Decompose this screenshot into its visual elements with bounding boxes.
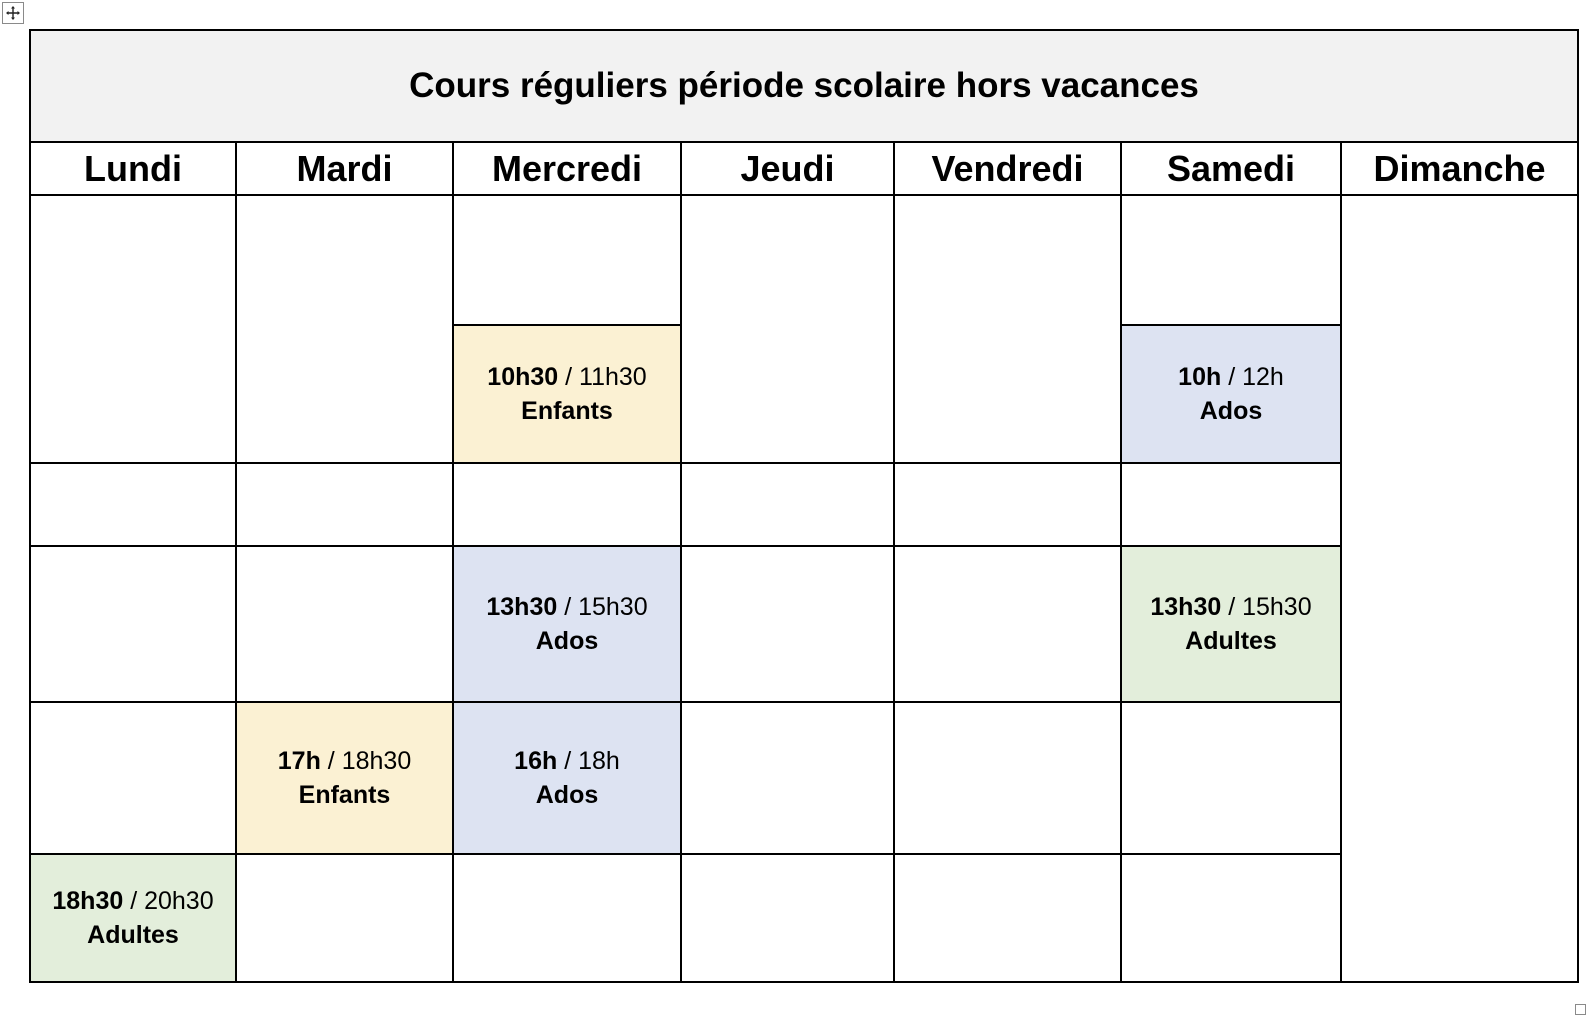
session-mercredi-ados [453,546,681,702]
empty-cell [681,463,894,546]
session-end: 12h [1242,363,1284,391]
empty-cell [30,463,236,546]
session-start: 10h [1178,363,1222,391]
empty-cell [453,463,681,546]
table-move-handle[interactable] [2,2,24,24]
day-header-mercredi: Mercredi [453,142,681,195]
empty-cell [30,702,236,854]
empty-cell [894,854,1121,982]
session-mardi-enfants [236,702,453,854]
empty-cell [30,195,236,463]
day-header-samedi: Samedi [1121,142,1341,195]
empty-cell [1121,702,1341,854]
empty-cell [236,463,453,546]
empty-cell [681,546,894,702]
empty-cell [681,195,894,463]
session-end: 15h30 [578,593,648,621]
session-separator: / [1221,363,1243,391]
session-group: Ados [535,781,599,809]
empty-cell [894,195,1121,463]
session-group: Enfants [298,781,391,809]
session-separator: / [557,593,579,621]
session-start: 18h30 [52,887,124,915]
day-header-dimanche: Dimanche [1341,142,1578,195]
day-header-lundi: Lundi [30,142,236,195]
session-start: 13h30 [1150,593,1222,621]
empty-cell [30,546,236,702]
session-end: 18h [578,747,620,775]
session-end: 20h30 [144,887,214,915]
empty-cell [681,854,894,982]
session-end: 15h30 [1242,593,1312,621]
session-lundi-adultes [30,854,236,982]
empty-cell [681,702,894,854]
empty-cell [894,546,1121,702]
session-group: Enfants [521,397,613,425]
empty-cell [894,463,1121,546]
dimanche-column [1341,195,1578,982]
session-group: Ados [1199,397,1263,425]
session-group: Adultes [1185,627,1277,655]
session-start: 16h [514,747,558,775]
session-start: 17h [277,747,321,775]
session-mercredi-ados-late [453,702,681,854]
empty-cell [236,854,453,982]
session-separator: / [558,363,580,391]
session-end: 11h30 [579,363,647,391]
day-header-mardi: Mardi [236,142,453,195]
empty-cell [453,195,681,325]
session-samedi-adultes [1121,546,1341,702]
day-header-jeudi: Jeudi [681,142,894,195]
session-start: 13h30 [486,593,558,621]
empty-cell [1121,195,1341,325]
empty-cell [236,546,453,702]
empty-cell [1121,463,1341,546]
session-separator: / [320,747,342,775]
session-end: 18h30 [341,747,412,775]
move-icon [5,5,21,21]
session-samedi-ados [1121,325,1341,463]
session-separator: / [557,747,579,775]
session-group: Adultes [87,921,179,949]
empty-cell [453,854,681,982]
empty-cell [894,702,1121,854]
empty-cell [236,195,453,463]
session-group: Ados [535,627,599,655]
day-header-vendredi: Vendredi [894,142,1121,195]
table-title: Cours réguliers période scolaire hors vacances [30,30,1578,142]
session-mercredi-enfants [453,325,681,463]
schedule-table [29,29,1579,983]
table-resize-handle[interactable] [1575,1004,1586,1015]
session-separator: / [1221,593,1243,621]
session-separator: / [123,887,145,915]
empty-cell [1121,854,1341,982]
session-start: 10h30 [487,363,559,391]
